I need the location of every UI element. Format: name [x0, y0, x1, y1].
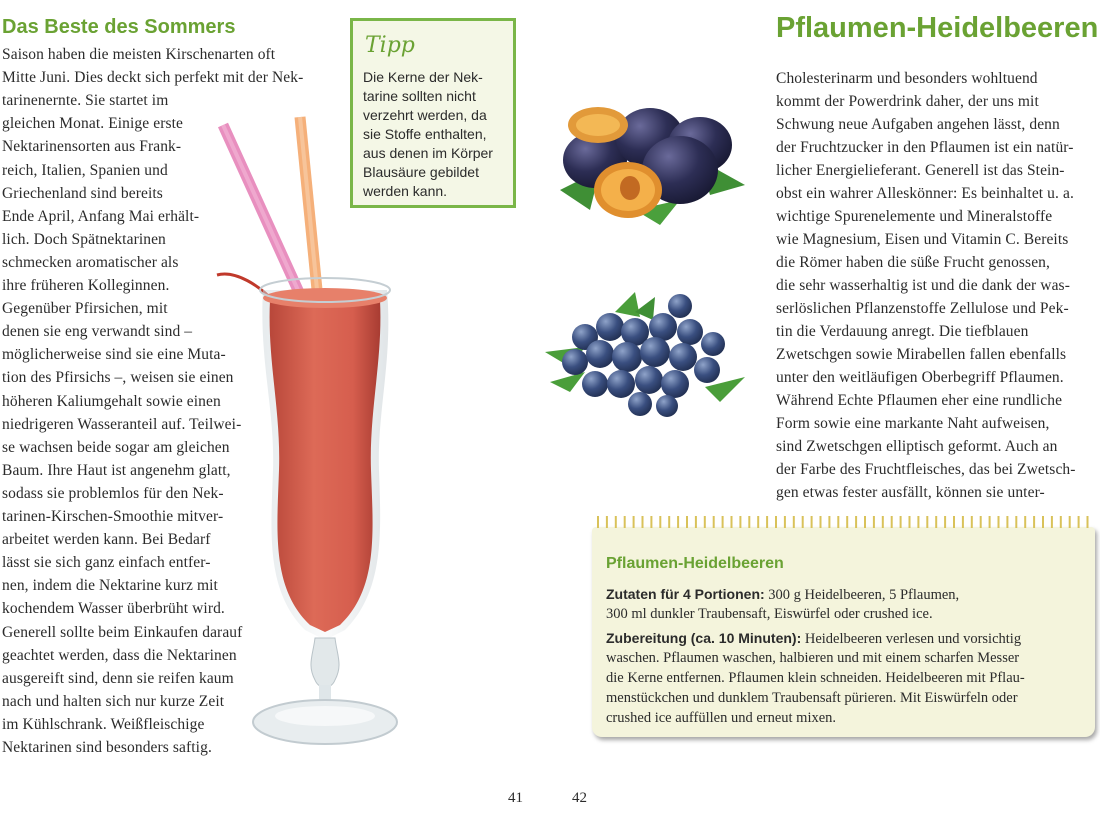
text-line: crushed ice auffüllen und erneut mixen. — [606, 710, 837, 726]
text-line: Form sowie eine markante Naht aufweisen, — [776, 415, 1050, 432]
text-line: obst ein wahrer Alleskönner: Es beinhaltet u. a. — [776, 185, 1074, 202]
text-line: tion des Pfirsichs –, weisen sie einen — [2, 369, 234, 387]
text-line: waschen. Pflaumen waschen, halbieren und mit einem scharfen Messer — [606, 650, 1020, 666]
ingredients-label: Zutaten für 4 Portionen: — [606, 586, 765, 602]
recipe-prep-line — [606, 628, 1021, 649]
text-line: Zwetschgen sowie Mirabellen fallen ebenfalls — [776, 346, 1067, 363]
page-number-right: 42 — [572, 790, 587, 806]
tip-box — [350, 18, 516, 208]
text-line: unter den weitläufigen Oberbegriff Pflaumen. — [776, 369, 1064, 386]
text-line: Schwung neue Aufgaben angehen lässt, denn — [776, 116, 1060, 133]
text-line: Nektarinensorten aus Frank- — [2, 138, 182, 156]
text-line: im Kühlschrank. Weißfleischige — [2, 715, 205, 733]
text-line: Die Kerne der Nek- — [363, 69, 483, 85]
text-line: reich, Italien, Spanien und — [2, 161, 168, 179]
text-line: Generell sollte beim Einkaufen darauf — [2, 623, 243, 641]
text-line: werden kann. — [363, 183, 448, 199]
prep-label: Zubereitung (ca. 10 Minuten): — [606, 630, 802, 646]
text-line: die Römer haben die süße Frucht genossen, — [776, 254, 1050, 271]
right-page-heading: Pflaumen-Heidelbeeren — [776, 12, 1099, 44]
text-line: se wachsen beide sogar am gleichen — [2, 438, 230, 456]
page-number-left: 41 — [508, 790, 523, 806]
ingredients-text: 300 g Heidelbeeren, 5 Pflaumen, — [764, 587, 960, 603]
text-line: die Kerne entfernen. Pflaumen klein schneiden. Heidelbeeren mit Pflau- — [606, 670, 1025, 686]
text-line: höheren Kaliumgehalt sowie einen — [2, 392, 221, 410]
text-line: aus denen im Körper — [363, 145, 493, 161]
text-line: sind Zwetschgen elliptisch geformt. Auch an — [776, 438, 1058, 455]
text-line: tarinen-Kirschen-Smoothie mitver- — [2, 508, 224, 525]
text-line: tarine sollten nicht — [363, 88, 476, 104]
text-line: gleichen Monat. Einige erste — [2, 115, 183, 133]
text-line: nach und halten sich nur kurze Zeit — [2, 692, 225, 710]
prep-text: Heidelbeeren verlesen und vorsichtig — [801, 631, 1022, 647]
recipe-title: Pflaumen-Heidelbeeren — [606, 555, 784, 572]
text-line: der Farbe des Fruchtfleisches, das bei Zwetsch- — [776, 461, 1076, 478]
text-line: Gegenüber Pfirsichen, mit — [2, 300, 168, 318]
text-line: kommt der Powerdrink daher, der uns mit — [776, 93, 1039, 110]
blueberries-image — [545, 292, 750, 422]
text-line: geachtet werden, dass die Nektarinen — [2, 646, 237, 664]
text-line: Ende April, Anfang Mai erhält- — [2, 207, 200, 225]
text-line: schmecken aromatischer als — [2, 253, 179, 271]
text-line: menstückchen und dunklem Traubensaft pürieren. Mit Eiswürfeln oder — [606, 690, 1018, 706]
text-line: Cholesterinarm und besonders wohltuend — [776, 70, 1038, 87]
text-line: der Fruchtzucker in den Pflaumen ist ein natür- — [776, 139, 1074, 156]
text-line: licher Energielieferant. Generell ist das Stein- — [776, 162, 1065, 179]
text-line: Blausäure gebildet — [363, 164, 479, 180]
text-line: tin die Verdauung anregt. Die tiefblauen — [776, 323, 1029, 340]
text-line: sie Stoffe enthalten, — [363, 126, 487, 142]
text-line: Griechenland sind bereits — [2, 184, 163, 202]
text-line: wie Magnesium, Eisen und Vitamin C. Bereits — [776, 231, 1069, 248]
tip-title: Tipp — [365, 33, 415, 58]
text-line: sodass sie problemlos für den Nek- — [2, 484, 224, 502]
recipe-ingredients-line — [606, 584, 959, 605]
text-line: ausgereift sind, denn sie reifen kaum — [2, 669, 234, 687]
text-line: Baum. Ihre Haut ist angenehm glatt, — [2, 461, 231, 479]
text-line: Nektarinen sind besonders saftig. — [2, 739, 212, 756]
text-line: nen, indem die Nektarine kurz mit — [2, 577, 218, 595]
text-line: niedrigeren Wasseranteil auf. Teilwei- — [2, 415, 242, 433]
text-line: ihre früheren Kolleginnen. — [2, 277, 170, 294]
text-line: tarinenernte. Sie startet im — [2, 92, 169, 110]
plums-image — [550, 100, 750, 230]
text-line: arbeitet werden kann. Bei Bedarf — [2, 531, 211, 549]
text-line: Während Echte Pflaumen eher eine rundliche — [776, 392, 1063, 409]
text-line: lich. Doch Spätnektarinen — [2, 230, 166, 248]
text-line: serlöslichen Pflanzenstoffe Zellulose und Pek- — [776, 300, 1069, 317]
text-line: die sehr wasserhaltig ist und die dank der was- — [776, 277, 1070, 294]
left-page-heading: Das Beste des Sommers — [2, 16, 236, 38]
text-line: verzehrt werden, da — [363, 107, 487, 123]
text-line: Mitte Juni. Dies deckt sich perfekt mit der Nek- — [2, 69, 304, 87]
text-line: wichtige Spurenelemente und Mineralstoffe — [776, 208, 1053, 225]
text-line: möglicherweise sind sie eine Muta- — [2, 346, 226, 364]
text-line: kochendem Wasser überbrüht wird. — [2, 600, 225, 618]
text-line: Saison haben die meisten Kirschenarten oft — [2, 46, 276, 63]
recipe-card — [592, 527, 1095, 737]
text-line: lässt sie sich ganz einfach entfer- — [2, 554, 211, 572]
text-line: denen sie eng verwandt sind – — [2, 323, 193, 341]
text-line: gen etwas fester ausfällt, können sie unter- — [776, 484, 1045, 501]
ingredients-text-cont: 300 ml dunkler Traubensaft, Eiswürfel oder crushed ice. — [606, 606, 933, 622]
notepad-spiral-rings — [592, 513, 1095, 533]
